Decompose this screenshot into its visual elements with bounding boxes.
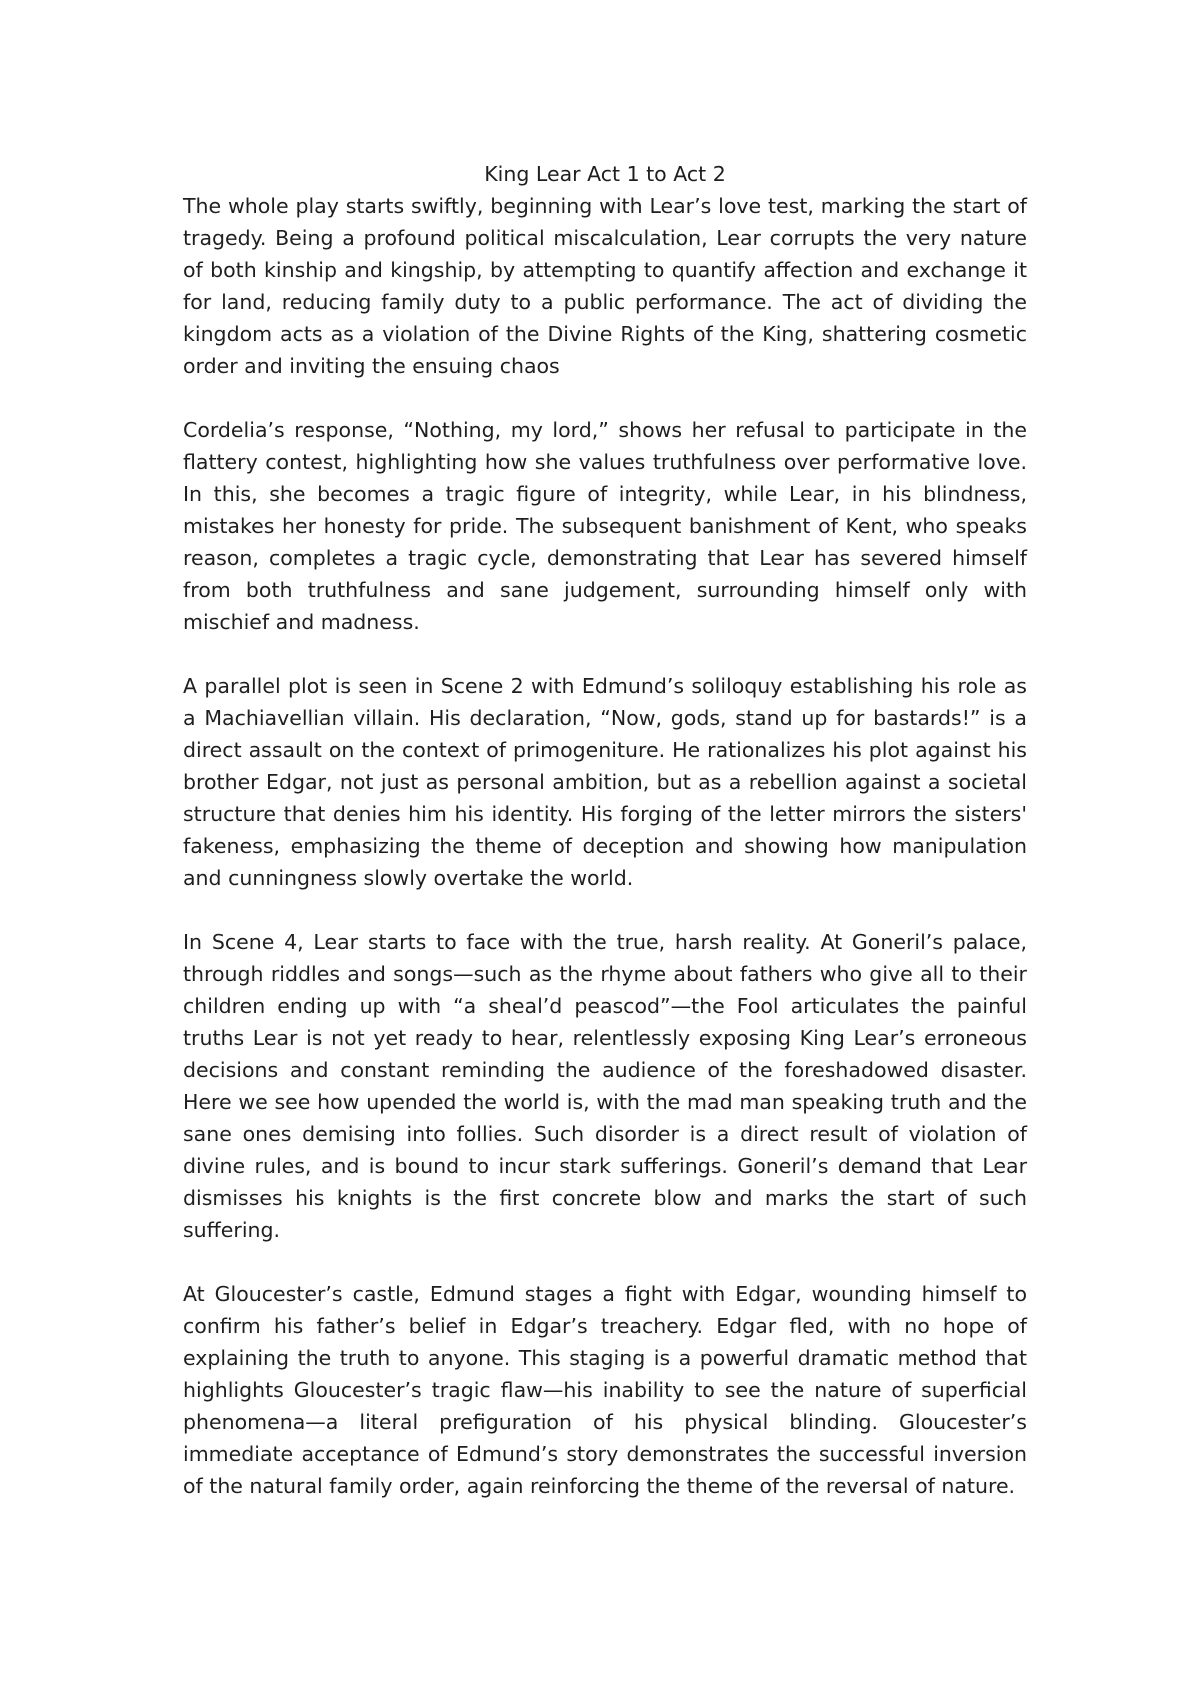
paragraph-love-test: The whole play starts swiftly, beginning with Lear’s love test, marking the start of tragedy. Being a profound political miscalculation, Lear corrupts the very nature of both kinship and kingship, by attempting to quantify affection and exchange it for land, reducing family duty to a public performance. The act of dividing the kingdom acts as a violation of the Divine Rights of the King, shattering cosmetic order and inviting the ensuing chaos — [183, 194, 1027, 378]
paragraph-cordelia: Cordelia’s response, “Nothing, my lord,” shows her refusal to participate in the flattery contest, highlighting how she values truthfulness over performative love. In this, she becomes a tragic figure of integrity, while Lear, in his blindness, mistakes her honesty for pride. The subsequent banishment of Kent, who speaks reason, completes a tragic cycle, demonstrating that Lear has severed himself from both truthfulness and sane judgement, surrounding himself only with mischief and madness. — [183, 418, 1027, 634]
paragraph-gloucester-castle: At Gloucester’s castle, Edmund stages a fight with Edgar, wounding himself to confirm his father’s belief in Edgar’s treachery. Edgar fled, with no hope of explaining the truth to anyone. This staging is a powerful dramatic method that highlights Gloucester’s tragic flaw—his inability to see the nature of superficial phenomena—a literal prefiguration of his physical blinding. Gloucester’s immediate acceptance of Edmund’s story demonstrates the successful inversion of the natural family order, again reinforcing the theme of the reversal of nature. — [183, 1282, 1027, 1498]
paragraph-edmund-soliloquy: A parallel plot is seen in Scene 2 with Edmund’s soliloquy establishing his role as a Machiavellian villain. His declaration, “Now, gods, stand up for bastards!” is a direct assault on the context of primogeniture. He rationalizes his plot against his brother Edgar, not just as personal ambition, but as a rebellion against a societal structure that denies him his identity. His forging of the letter mirrors the sisters' fakeness, emphasizing the theme of deception and showing how manipulation and cunningness slowly overtake the world. — [183, 674, 1027, 890]
paragraph-scene-4: In Scene 4, Lear starts to face with the true, harsh reality. At Goneril’s palace, through riddles and songs—such as the rhyme about fathers who give all to their children ending up with “a sheal’d peascod”—the Fool articulates the painful truths Lear is not yet ready to hear, relentlessly exposing King Lear’s erroneous decisions and constant reminding the audience of the foreshadowed disaster. Here we see how upended the world is, with the mad man speaking truth and the sane ones demising into follies. Such disorder is a direct result of violation of divine rules, and is bound to incur stark sufferings. Goneril’s demand that Lear dismisses his knights is the first concrete blow and marks the start of such suffering. — [183, 930, 1027, 1242]
document-body — [183, 158, 1027, 1502]
document-title: King Lear Act 1 to Act 2 — [484, 162, 726, 186]
